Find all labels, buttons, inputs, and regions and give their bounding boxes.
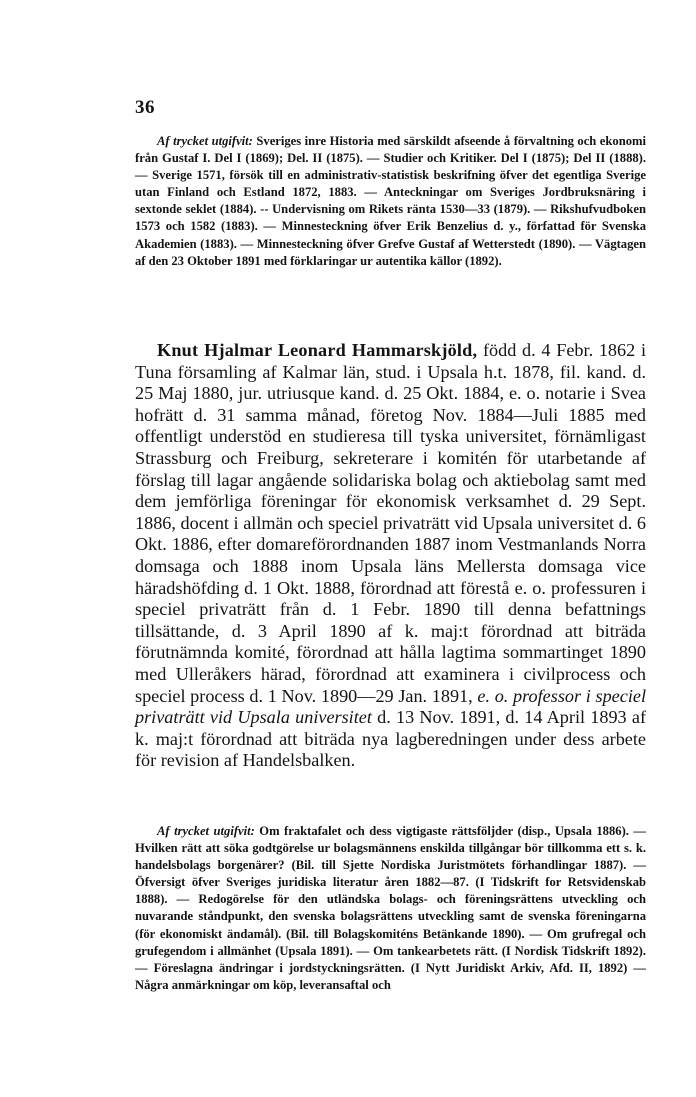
biography-text-part-1: född d. 4 Febr. 1862 i Tuna församling af Kalmar län, stud. i Upsala h.t. 1878, fil. kand. d. 25 Maj 1880, jur. utriusque kand. d. 25 Okt. 1884, e. o. notarie i Svea hofrätt d. 31 samma månad, företog Nov. 1884—Juli 1885 med offentligt understöd en studieresa till tyska universitet, förnämligast Strassburg och Freiburg, sekreterare i komitén för utarbetande af förslag till lagar angående solidariska bolag och aktiebolag samt med dem jemförliga föreningar för ekonomisk verksamhet d. 29 Sept. 1886, docent i allmän och speciel privaträtt vid Upsala universitet d. 6 Okt. 1886, efter domareförordnanden 1887 inom Vestmanlands Norra domsaga och 1888 inom Upsala läns Mellersta domsaga vice häradshöfding d. 1 Okt. 1888, förordnad att förestå e. o. professuren i speciel privaträtt från d. 1 Febr. 1890 till denna befattnings tillsättande, d. 3 April 1890 af k. maj:t förordnad att biträda förutnämnda komité, förordnad att hålla lagtima sommartinget 1890 med Ulleråkers härad, förordnad att examinera i civilprocess och speciel process d. 1 Nov. 1890—29 Jan. 1891,	[135, 340, 647, 706]
biography-entry	[135, 340, 646, 772]
bibliography-text: Sveriges inre Historia med särskildt afseende å förvaltning och ekonomi från Gustaf I. Del I (1869); Del. II (1875). — Studier och Kritiker. Del I (1875); Del II (1888). — Sverige 1571, försök till en administrativ-statistisk beskrifning öfver det egentliga Sverige utan Finland och Estland 1872, 1883. — Anteckningar om Sveriges Jordbruksnäring i sextonde seklet (1884). -- Undervisning om Rikets ränta 1530—33 (1879). — Rikshufvudboken 1573 och 1582 (1883). — Minnesteckning öfver Erik Benzelius d. y., författad för Svenska Akademien (1883). — Minnesteckning öfver Grefve Gustaf af Wetterstedt (1890). — Vägtagen af den 23 Oktober 1891 med förklaringar ur autentika källor (1892).	[135, 134, 646, 268]
biography-paragraph	[135, 340, 646, 772]
bibliography-text: Om fraktafalet och dess vigtigaste rättsföljder (disp., Upsala 1886). — Hvilken rätt att söka godtgörelse ur bolagsmännens enskilda tillgångar bör tillkomma ett s. k. handelsbolags borgenärer? (Bil. till Sjette Nordiska Juristmötets förhandlingar 1887). — Öfversigt öfver Sveriges juridiska literatur åren 1882—87. (I Tidskrift for Retsvidenskab 1888). — Redogörelse för den utländska bolags- och föreningsrättens utveckling och nuvarande ståndpunkt, den svenska bolagsrättens utveckling samt de svenska föreningarna (för ekonomiskt ändamål). (Bil. till Bolagskomiténs Betänkande 1890). — Om grufregal och grufegendom i allmänhet (Upsala 1891). — Om tankearbetets rätt. (I Nordisk Tidskrift 1892). — Föreslagna ändringar i jordstyckningsrätten. (I Nytt Juridiskt Arkiv, Afd. II, 1892) — Några anmärkningar om köp, leveransaftal och	[135, 824, 646, 992]
person-name: Knut Hjalmar Leonard Hammarskjöld,	[157, 340, 478, 360]
bibliography-label: Af trycket utgifvit:	[157, 134, 253, 148]
bibliography-paragraph	[135, 823, 646, 994]
bibliography-paragraph	[135, 133, 646, 270]
page-number: 36	[135, 97, 155, 118]
bibliography-label: Af trycket utgifvit:	[157, 824, 255, 838]
biography-text-part-2: d. 13 Nov. 1891, d. 14 April 1893 af k. maj:t förordnad att biträda nya lagberedningen under dess arbete för revision af Handelsbalken.	[135, 707, 646, 771]
bibliography-hildebrand	[135, 133, 646, 270]
biography-title-italic: e. o. professor i speciel privaträtt vid Upsala universitet	[135, 685, 646, 728]
bibliography-hammarskjold	[135, 823, 646, 994]
